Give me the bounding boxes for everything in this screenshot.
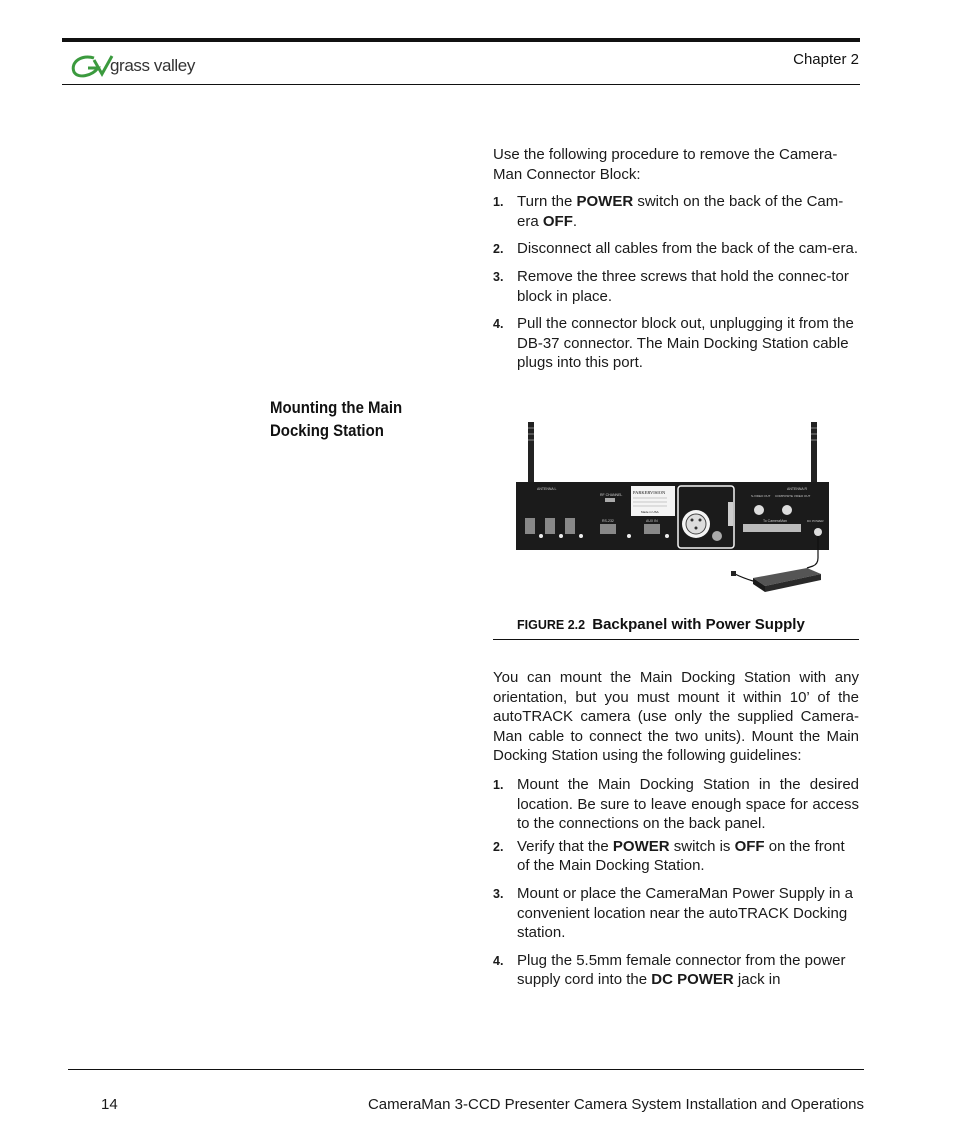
panel-label: COMPOSITE VIDEO OUT <box>775 494 811 498</box>
made-in-label: Made in USA <box>641 510 659 514</box>
dc-power-jack-icon <box>814 528 822 536</box>
step-text: Verify that the <box>517 837 613 855</box>
step-bold-off: OFF <box>542 212 573 230</box>
rs232-port-icon <box>600 524 616 534</box>
aux-port-icon <box>644 524 660 534</box>
terminal-strip-icon <box>743 524 801 532</box>
step-text: Mount or place the CameraMan Power Supply in a convenient location near the autoTRACK Docking station. <box>517 884 854 942</box>
list-item <box>493 951 859 990</box>
rf-switch-icon <box>605 498 615 502</box>
list-item <box>493 314 859 373</box>
panel-label: To CameraMan <box>763 519 787 523</box>
composite-jack-icon <box>782 505 792 515</box>
step-number: 3. <box>493 886 504 901</box>
intro-paragraph: Use the following procedure to remove the Camera-Man Connector Block: <box>493 146 838 183</box>
step-number: 2. <box>493 839 504 854</box>
mount-intro-paragraph: You can mount the Main Docking Station with any orientation, but you must mount it within 10’ of the autoTRACK camera (use only the supplied Camera-Man cable to connect the two units). Mount the Main Docking Station using the following guidelines: <box>493 669 859 765</box>
svideo-jack-icon <box>754 505 764 515</box>
step-number: 2. <box>493 242 504 257</box>
step-text: Plug the 5.5mm female connector from the power supply cord into the <box>517 951 846 989</box>
panel-label: DC POWER <box>807 519 824 523</box>
panel-label: RF CHANNEL <box>600 493 623 497</box>
ac-cord <box>735 574 753 581</box>
section-heading <box>270 396 446 442</box>
step-number: 4. <box>493 317 504 332</box>
step-bold-power: POWER <box>576 193 634 211</box>
section-heading-line: Docking Station <box>270 421 384 440</box>
step-number: 1. <box>493 777 504 792</box>
step-text: switch on the back of the Cam-era <box>517 193 844 230</box>
list-item <box>493 884 859 943</box>
mount-steps <box>493 775 859 990</box>
chapter-label: Chapter 2 <box>793 51 859 68</box>
step-number: 3. <box>493 269 504 284</box>
step-text: switch is <box>669 837 735 855</box>
panel-label: AUX IN <box>646 519 658 523</box>
logo-wordmark: grass valley <box>110 56 195 75</box>
brand-label: PARKERVISION <box>633 490 666 495</box>
list-item <box>493 267 859 306</box>
ac-plug-icon <box>731 571 736 576</box>
figure-number: FIGURE 2.2 <box>517 618 586 632</box>
power-supply-icon <box>753 568 821 592</box>
step-text: jack in <box>733 971 781 989</box>
panel-label: ANTENNA L <box>537 487 557 491</box>
document-title: CameraMan 3-CCD Presenter Camera System Installation and Operations <box>367 1096 864 1113</box>
panel-label: S-VIDEO OUT <box>751 494 771 498</box>
step-text: on the front of the Main Docking Station. <box>517 837 845 875</box>
footer-rule <box>68 1069 864 1070</box>
list-item <box>493 239 859 259</box>
step-bold-dc-power: DC POWER <box>651 971 734 989</box>
header-bottom-rule <box>62 84 860 85</box>
step-text: . <box>572 212 578 230</box>
header-top-rule <box>62 38 860 42</box>
panel-label: RS-232 <box>602 519 614 523</box>
panel-label: ANTENNA R <box>787 487 808 491</box>
removal-steps <box>493 192 859 373</box>
step-text: Mount the Main Docking Station in the desired location. Be sure to leave enough space for access to the connections on the back panel. <box>517 775 859 833</box>
section-heading-line: Mounting the Main <box>270 398 403 417</box>
step-text: Turn the <box>517 193 577 211</box>
list-item <box>493 775 859 834</box>
db-connector-icon <box>728 502 733 526</box>
list-item <box>493 192 859 231</box>
step-number: 1. <box>493 195 504 210</box>
step-text: Remove the three screws that hold the connec-tor block in place. <box>517 267 849 305</box>
step-number: 4. <box>493 953 504 968</box>
step-text: Disconnect all cables from the back of the cam-era. <box>517 240 858 258</box>
figure-caption <box>517 616 805 633</box>
mounting-procedure <box>493 668 859 990</box>
backpanel-figure <box>507 418 837 600</box>
step-bold-off: OFF <box>734 837 765 855</box>
caption-rule <box>493 639 859 640</box>
page-number: 14 <box>101 1096 118 1113</box>
figure-caption-text: Backpanel with Power Supply <box>592 616 805 633</box>
step-bold-power: POWER <box>612 837 670 855</box>
knob-icon <box>712 531 722 541</box>
step-text: Pull the connector block out, unplugging it from the DB-37 connector. The Main Docking Station cable plugs into this port. <box>517 315 854 372</box>
list-item <box>493 837 859 876</box>
removal-procedure <box>493 145 859 373</box>
